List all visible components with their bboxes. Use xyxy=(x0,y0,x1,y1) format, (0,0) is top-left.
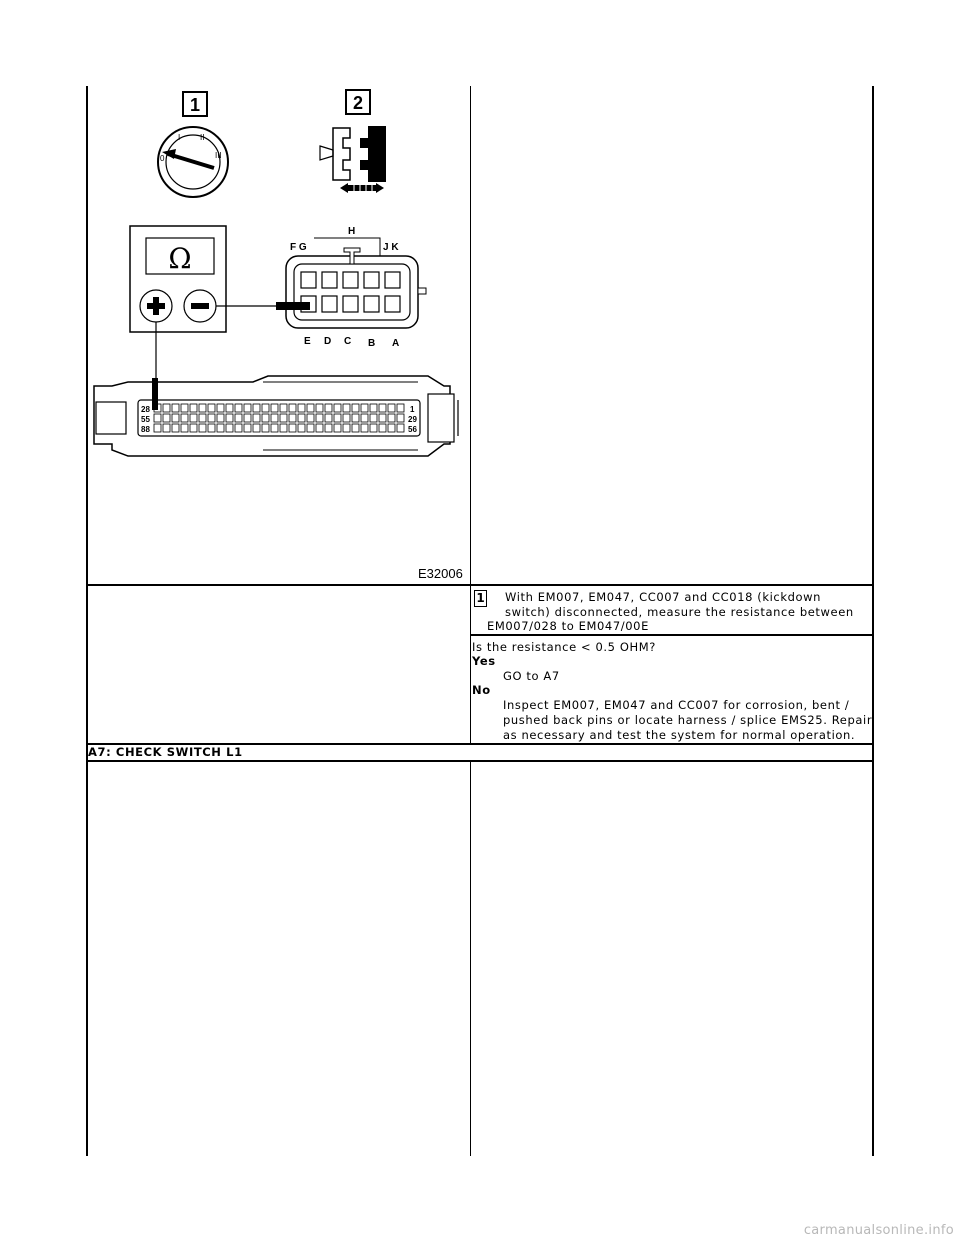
no-label: No xyxy=(472,683,491,697)
svg-text:56: 56 xyxy=(408,425,417,434)
svg-text:E: E xyxy=(304,336,311,347)
row-divider-2 xyxy=(470,634,874,636)
callout-2-label xyxy=(346,90,370,114)
svg-text:B: B xyxy=(368,338,376,349)
no-action-line-3: as necessary and test the system for normal operation. xyxy=(503,728,856,742)
no-action-line-1: Inspect EM007, EM047 and CC007 for corrosion, bent / xyxy=(503,698,850,712)
svg-text:1: 1 xyxy=(189,95,201,115)
svg-text:F G: F G xyxy=(290,242,307,253)
table-border-right xyxy=(872,86,874,1156)
connector-em047 xyxy=(276,226,426,349)
yes-label: Yes xyxy=(472,654,496,668)
svg-text:Ω: Ω xyxy=(168,242,192,275)
site-watermark: carmanualsonline.info xyxy=(803,1223,954,1238)
question-text: Is the resistance < 0.5 OHM? xyxy=(472,640,656,654)
ignition-switch-icon xyxy=(158,127,228,197)
table-divider-middle-bottom xyxy=(470,762,471,1156)
svg-text:29: 29 xyxy=(408,415,417,424)
multimeter-icon xyxy=(130,226,226,332)
connector-em007 xyxy=(94,376,458,456)
svg-text:88: 88 xyxy=(141,425,150,434)
disconnect-connector-icon xyxy=(320,126,386,193)
section-heading: A7: CHECK SWITCH L1 xyxy=(88,745,243,759)
row-divider-4 xyxy=(86,760,874,762)
svg-text:0: 0 xyxy=(160,154,165,163)
yes-action: GO to A7 xyxy=(503,669,560,683)
svg-text:H: H xyxy=(348,226,356,237)
wiring-diagram-figure xyxy=(88,88,470,584)
step-text-line-3: EM007/028 to EM047/00E xyxy=(487,619,649,633)
svg-text:C: C xyxy=(344,336,352,347)
figure-id: E32006 xyxy=(418,566,463,581)
svg-text:28: 28 xyxy=(141,405,150,414)
svg-text:D: D xyxy=(324,336,332,347)
callout-1-label xyxy=(183,92,207,116)
svg-text:1: 1 xyxy=(410,405,415,414)
svg-text:I: I xyxy=(178,133,181,142)
step-text-line-2: switch) disconnected, measure the resistance between xyxy=(505,605,854,619)
svg-text:55: 55 xyxy=(141,415,150,424)
svg-text:J K: J K xyxy=(383,242,399,253)
step-number-badge: 1 xyxy=(474,590,487,607)
svg-text:A: A xyxy=(392,338,400,349)
row-divider-1 xyxy=(86,584,874,586)
svg-text:2: 2 xyxy=(352,93,364,113)
table-divider-middle-top xyxy=(470,86,471,744)
step-text-line-1: With EM007, EM047, CC007 and CC018 (kickdown xyxy=(505,590,822,604)
svg-text:II: II xyxy=(200,133,205,142)
no-action-line-2: pushed back pins or locate harness / splice EMS25. Repair xyxy=(503,713,873,727)
svg-text:III: III xyxy=(215,151,222,160)
